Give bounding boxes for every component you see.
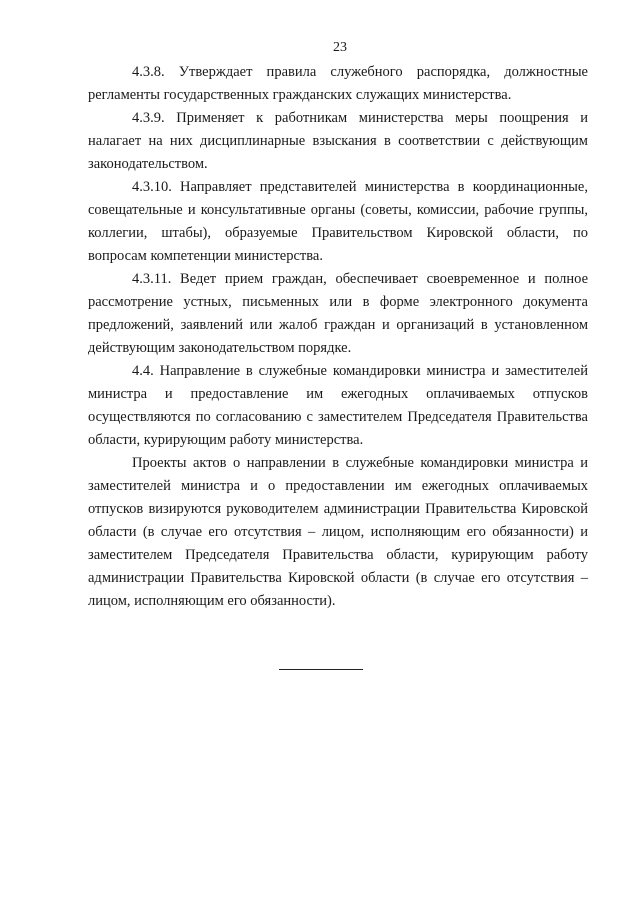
paragraph-draft-acts: Проекты актов о направлении в служебные командировки министра и заместителей министра и о предоставлении им ежегодных оплачиваемых отпусков визируются руководителем администрации Правительства Кировской области (в случае его отсутствия – лицом, исполняющим его обязанности) и заместителем Председателя Правительства области, курирующим работу администрации Правительства Кировской области (в случае его отсутствия – лицом, исполняющим его обязанности). xyxy=(88,455,588,609)
paragraph-4-3-8: 4.3.8. Утверждает правила служебного распорядка, должностные регламенты государственных гражданских служащих министерства. xyxy=(88,64,588,103)
paragraph-4-3-10: 4.3.10. Направляет представителей министерства в координационные, совещательные и консультативные органы (советы, комиссии, рабочие группы, коллегии, штабы), образуемые Правительством Кировской области, по вопросам компетенции министерства. xyxy=(88,179,588,264)
document-body xyxy=(88,61,588,613)
paragraph-4-3-9: 4.3.9. Применяет к работникам министерства меры поощрения и налагает на них дисциплинарные взыскания в соответствии с действующим законодательством. xyxy=(88,110,588,172)
end-divider-line xyxy=(279,669,363,670)
paragraph-4-3-11: 4.3.11. Ведет прием граждан, обеспечивает своевременное и полное рассмотрение устных, письменных или в форме электронного документа предложений, заявлений или жалоб граждан и организаций в установленном действующим законодательством порядке. xyxy=(88,271,588,356)
paragraph-4-4: 4.4. Направление в служебные командировки министра и заместителей министра и предоставление им ежегодных оплачиваемых отпусков осуществляются по согласованию с заместителем Председателя Правительства области, курирующим работу министерства. xyxy=(88,363,588,448)
page-number: 23 xyxy=(333,40,347,55)
